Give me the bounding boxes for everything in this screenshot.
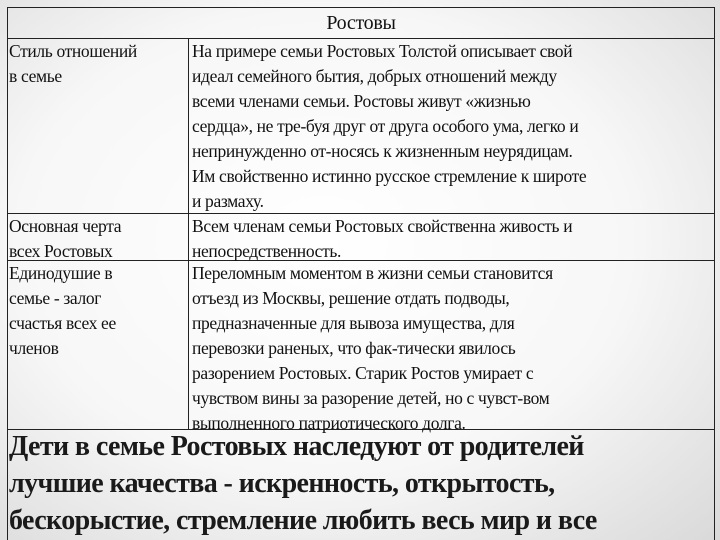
text-line: и размаху. <box>192 191 264 211</box>
row-label <box>8 214 189 260</box>
text-line: непринужденно от-носясь к жизненным неурядицам. <box>192 141 573 161</box>
text-line: идеал семейного бытия, добрых отношений между <box>192 66 557 86</box>
label-line: Стиль отношений <box>9 41 137 61</box>
conclusion-line: бескорыстие, стремление любить весь мир и все <box>9 505 597 536</box>
row-text <box>189 39 714 213</box>
text-line: выполненного патриотического долга. <box>192 413 466 433</box>
label-line: Основная черта <box>9 216 122 236</box>
text-line: разорением Ростовых. Старик Ростов умирает с <box>192 363 534 383</box>
text-line: Всем членам семьи Ростовых свойственна живость и <box>192 216 573 236</box>
table-title: Ростовы <box>8 8 714 39</box>
label-line: семье - залог <box>9 288 102 308</box>
label-line: членов <box>9 338 59 358</box>
text-line: всеми членами семьи. Ростовы живут «жизнью <box>192 91 531 111</box>
label-line: в семье <box>9 66 62 86</box>
rostov-table <box>7 7 715 433</box>
text-line: непосредственность. <box>192 241 342 261</box>
text-line: Им свойственно истинно русское стремление к широте <box>192 166 587 186</box>
text-line: чувством вины за разорение детей, но с чувст-вом <box>192 388 550 408</box>
label-line: Единодушие в <box>9 263 113 283</box>
table-row <box>8 39 714 214</box>
text-line: сердца», не тре-буя друг от друга особого ума, легко и <box>192 116 579 136</box>
row-label <box>8 261 189 429</box>
row-label <box>8 39 189 213</box>
text-line: отъезд из Москвы, решение отдать подводы, <box>192 288 510 308</box>
conclusion-line: Дети в семье Ростовых наследуют от родителей <box>9 431 584 462</box>
conclusion-text <box>7 428 715 540</box>
conclusion-line: лучшие качества - искренность, открытость, <box>9 468 555 499</box>
label-line: всех Ростовых <box>9 241 113 261</box>
table-row <box>8 214 714 261</box>
label-line: счастья всех ее <box>9 313 116 333</box>
text-line: перевозки раненых, что фак-тически явилось <box>192 338 516 358</box>
text-line: Переломным моментом в жизни семьи становится <box>192 263 553 283</box>
row-text <box>189 261 714 433</box>
text-line: предназначенные для вывоза имущества, для <box>192 313 515 333</box>
text-line: На примере семьи Ростовых Толстой описывает свой <box>192 41 573 61</box>
row-text <box>189 214 714 260</box>
table-row <box>8 261 714 433</box>
